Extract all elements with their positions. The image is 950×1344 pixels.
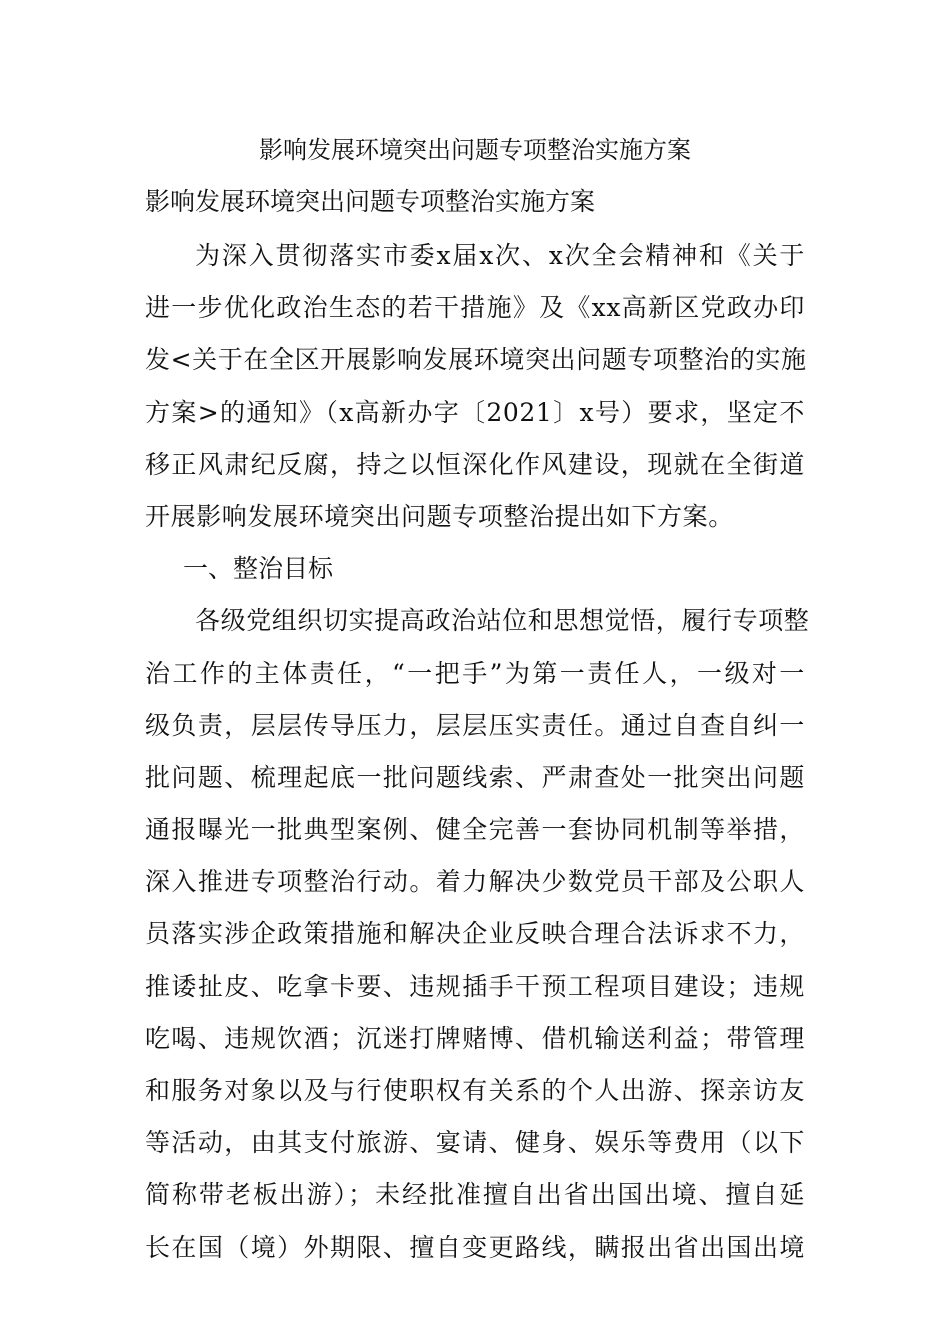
paragraph-line: 级负责，层层传导压力，层层压实责任。通过自查自纠一 bbox=[145, 710, 805, 740]
paragraph-line: 通报曝光一批典型案例、健全完善一套协同机制等举措， bbox=[145, 815, 805, 845]
paragraph-line: 长在国（境）外期限、擅自变更路线，瞒报出省出国出境 bbox=[145, 1232, 805, 1262]
paragraph-line: 方案>的通知》（x高新办字〔2021〕x号）要求，坚定不 bbox=[145, 397, 805, 427]
paragraph-line: 移正风肃纪反腐，持之以恒深化作风建设，现就在全街道 bbox=[145, 449, 805, 479]
paragraph-line: 治工作的主体责任，“一把手”为第一责任人，一级对一 bbox=[145, 658, 805, 688]
document-subtitle: 影响发展环境突出问题专项整治实施方案 bbox=[145, 187, 596, 216]
paragraph-line: 批问题、梳理起底一批问题线索、严肃查处一批突出问题 bbox=[145, 762, 805, 792]
paragraph-line: 进一步优化政治生态的若干措施》及《xx高新区党政办印 bbox=[145, 293, 805, 323]
paragraph-line: 员落实涉企政策措施和解决企业反映合理合法诉求不力， bbox=[145, 919, 805, 949]
paragraph-line: 发<关于在全区开展影响发展环境突出问题专项整治的实施 bbox=[145, 345, 807, 375]
paragraph-line: 各级党组织切实提高政治站位和思想觉悟，履行专项整 bbox=[195, 606, 810, 636]
section-heading: 一、整治目标 bbox=[183, 554, 334, 584]
paragraph-line: 为深入贯彻落实市委x届x次、x次全会精神和《关于 bbox=[195, 241, 805, 270]
paragraph-line: 推诿扯皮、吃拿卡要、违规插手干预工程项目建设；违规 bbox=[145, 971, 805, 1001]
document-body bbox=[145, 230, 810, 1274]
paragraph-line: 吃喝、违规饮酒；沉迷打牌赌博、借机输送利益；带管理 bbox=[145, 1023, 805, 1053]
paragraph-line: 简称带老板出游）；未经批准擅自出省出国出境、擅自延 bbox=[145, 1180, 805, 1210]
paragraph-line: 和服务对象以及与行使职权有关系的个人出游、探亲访友 bbox=[145, 1076, 805, 1105]
paragraph-line: 等活动，由其支付旅游、宴请、健身、娱乐等费用（以下 bbox=[145, 1128, 805, 1158]
document-title: 影响发展环境突出问题专项整治实施方案 bbox=[259, 136, 691, 164]
paragraph-line: 深入推进专项整治行动。着力解决少数党员干部及公职人 bbox=[145, 867, 805, 897]
paragraph-line: 开展影响发展环境突出问题专项整治提出如下方案。 bbox=[145, 501, 734, 531]
